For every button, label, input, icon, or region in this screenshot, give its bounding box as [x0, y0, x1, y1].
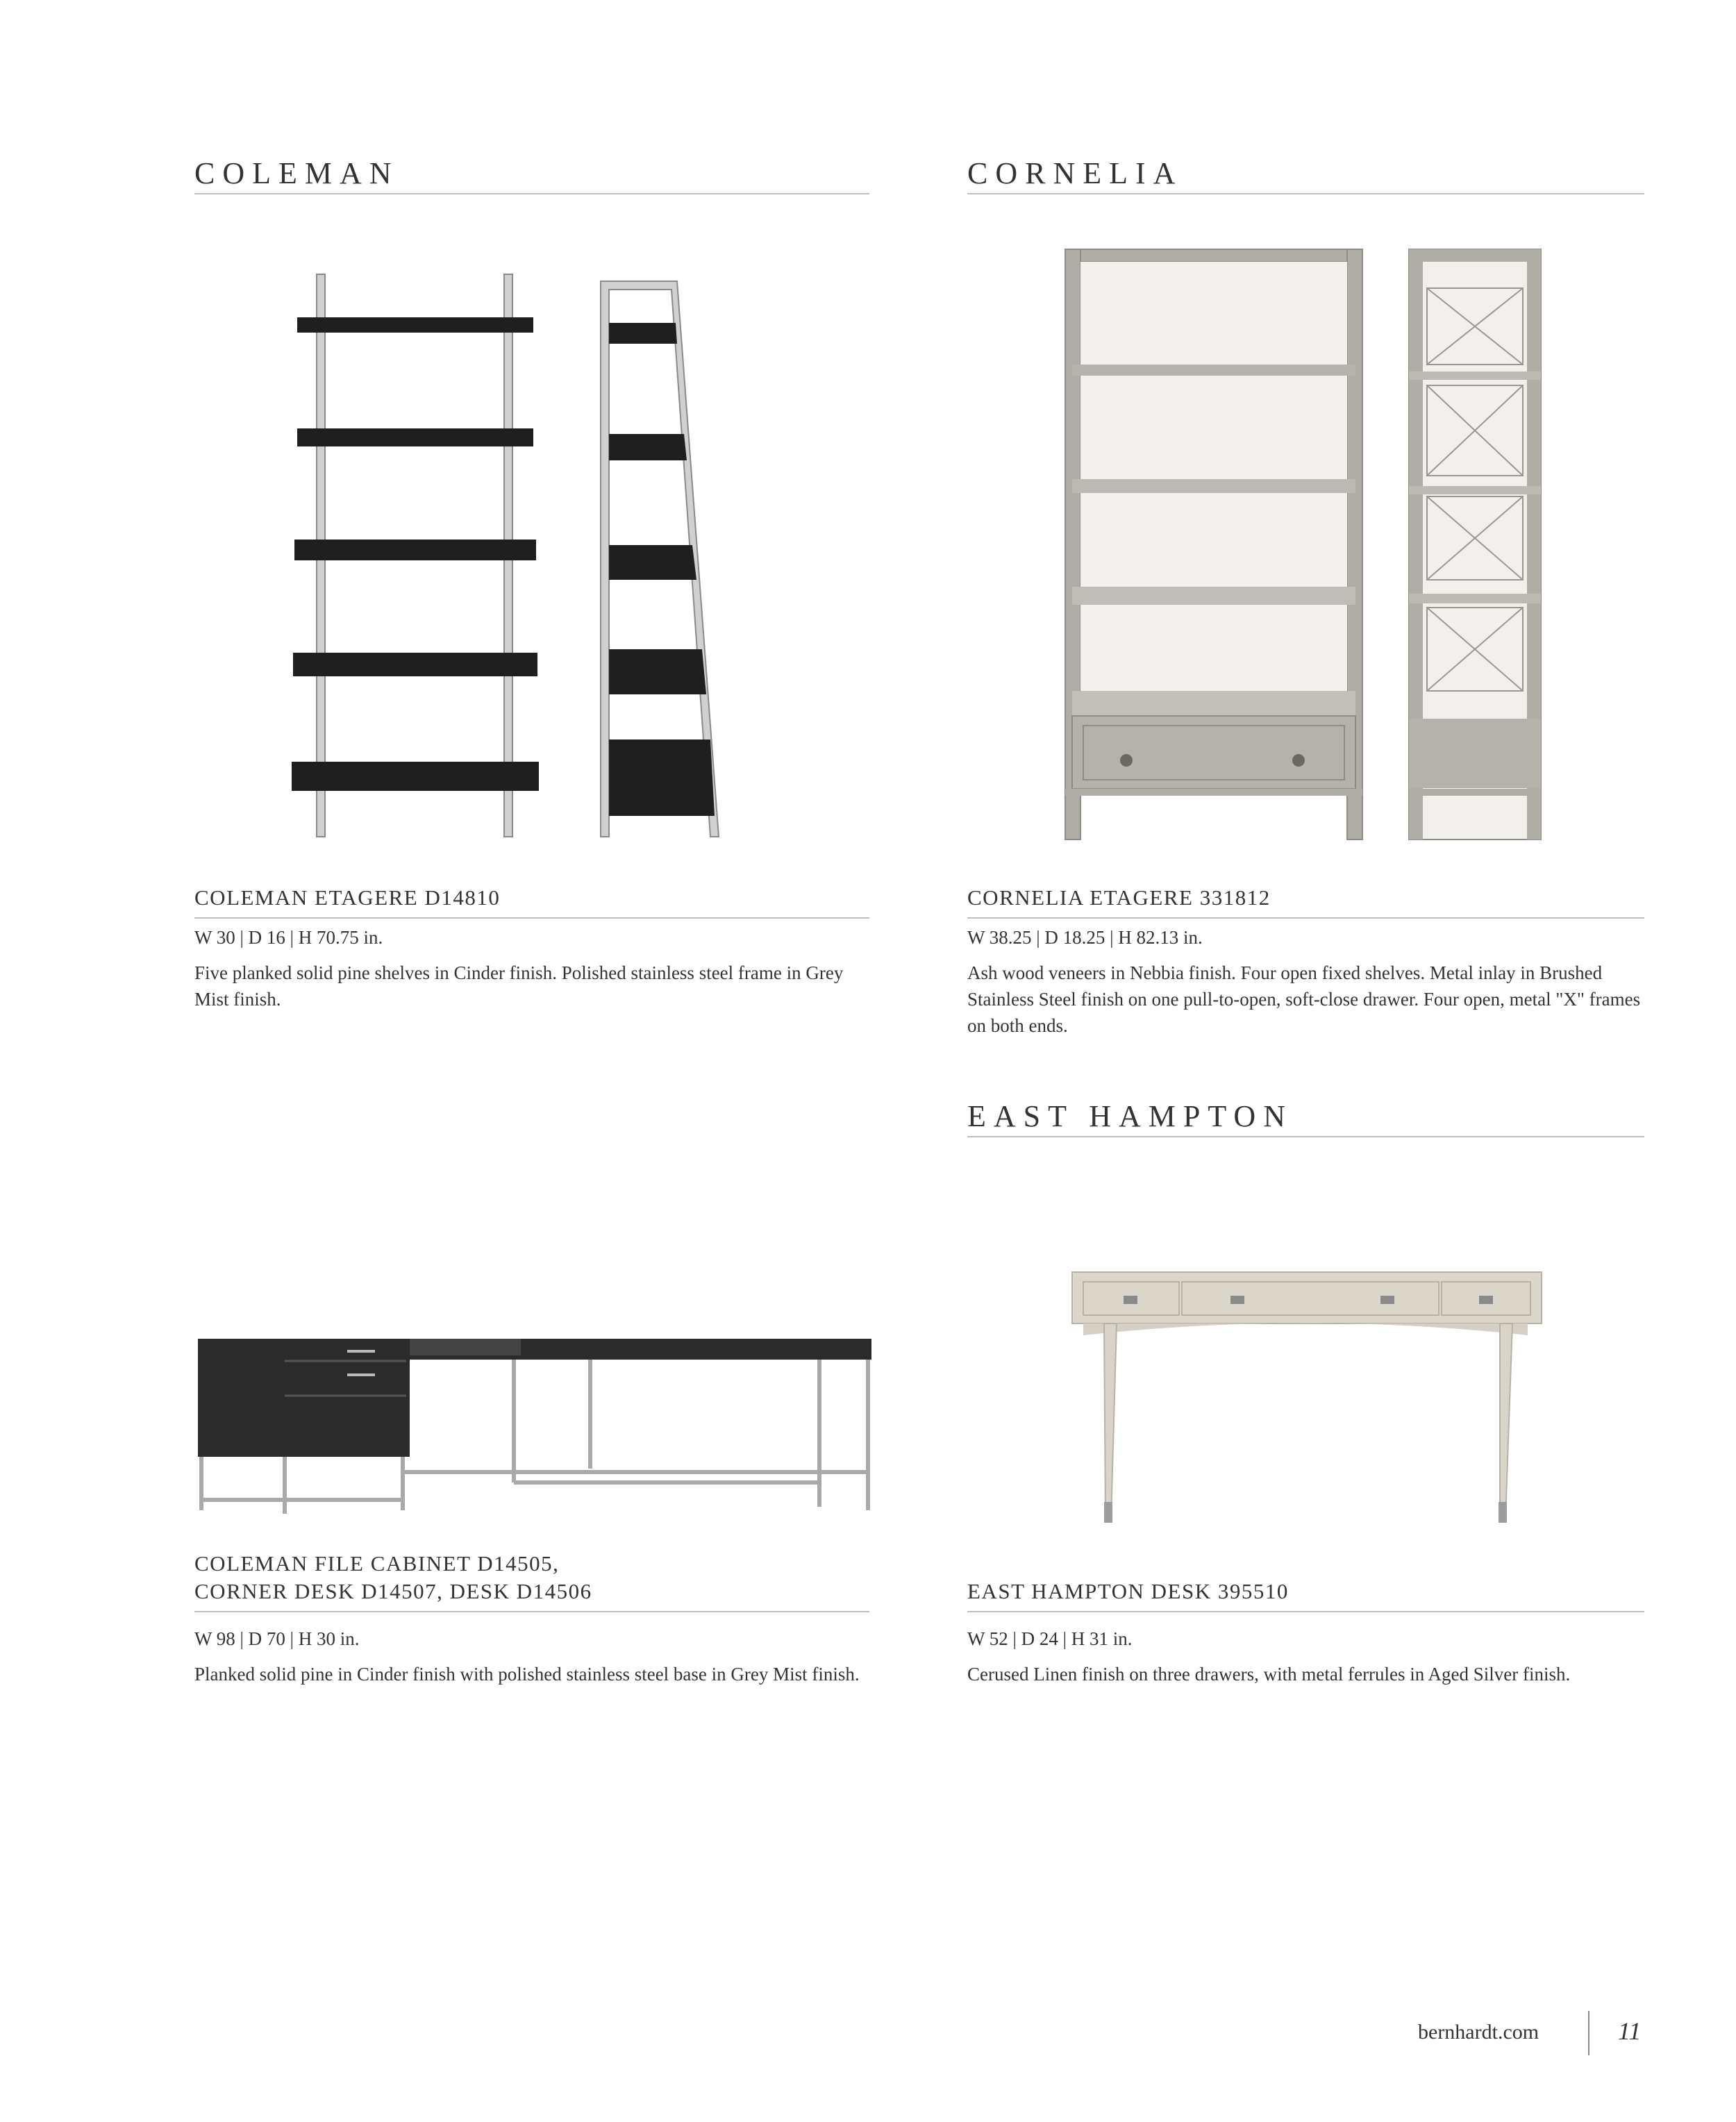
cornelia-etagere-side-image: [1406, 247, 1545, 844]
product-description: Ash wood veneers in Nebbia finish. Four open fixed shelves. Metal inlay in Brushed Stainless Steel finish on one pull-to-open, soft-close drawer. Four open, metal "X" frames on both ends.: [967, 962, 1641, 1036]
section-rule: [194, 193, 869, 194]
section-rule: [967, 193, 1644, 194]
coleman-etagere-front-image: [285, 267, 549, 844]
page-number: 11: [1618, 2017, 1642, 2045]
coleman-etagere-side-image: [594, 274, 726, 844]
product-title-cornelia-etagere: CORNELIA ETAGERE 331812: [967, 885, 1271, 910]
product-title-coleman-etagere: COLEMAN ETAGERE D14810: [194, 885, 501, 910]
section-title-coleman: COLEMAN: [194, 156, 399, 190]
product-rule: [194, 1611, 869, 1612]
footer-divider: [1588, 2011, 1589, 2055]
section-title-east-hampton: EAST HAMPTON: [967, 1099, 1293, 1133]
east-hampton-desk-image: [1069, 1269, 1545, 1540]
product-dimensions: W 30 | D 16 | H 70.75 in.: [194, 927, 383, 948]
product-rule: [194, 917, 869, 919]
product-title-coleman-desk-line2: CORNER DESK D14507, DESK D14506: [194, 1579, 592, 1603]
cornelia-etagere-front-image: [1062, 247, 1368, 844]
product-rule: [967, 917, 1644, 919]
product-rule: [967, 1611, 1644, 1612]
section-title-cornelia: CORNELIA: [967, 156, 1183, 190]
coleman-desk-image: [194, 1333, 875, 1517]
product-title-coleman-desk-line1: COLEMAN FILE CABINET D14505,: [194, 1551, 560, 1576]
product-description: Planked solid pine in Cinder finish with polished stainless steel base in Grey Mist finish.: [194, 1664, 860, 1685]
product-title-east-hampton-desk: EAST HAMPTON DESK 395510: [967, 1579, 1289, 1603]
footer-website-link[interactable]: bernhardt.com: [1418, 2021, 1539, 2044]
product-description: Five planked solid pine shelves in Cinder finish. Polished stainless steel frame in Grey Mist finish.: [194, 962, 844, 1010]
product-dimensions: W 38.25 | D 18.25 | H 82.13 in.: [967, 927, 1203, 948]
product-dimensions: W 98 | D 70 | H 30 in.: [194, 1628, 360, 1649]
product-description: Cerused Linen finish on three drawers, with metal ferrules in Aged Silver finish.: [967, 1664, 1571, 1685]
product-dimensions: W 52 | D 24 | H 31 in.: [967, 1628, 1133, 1649]
section-rule: [967, 1136, 1644, 1137]
